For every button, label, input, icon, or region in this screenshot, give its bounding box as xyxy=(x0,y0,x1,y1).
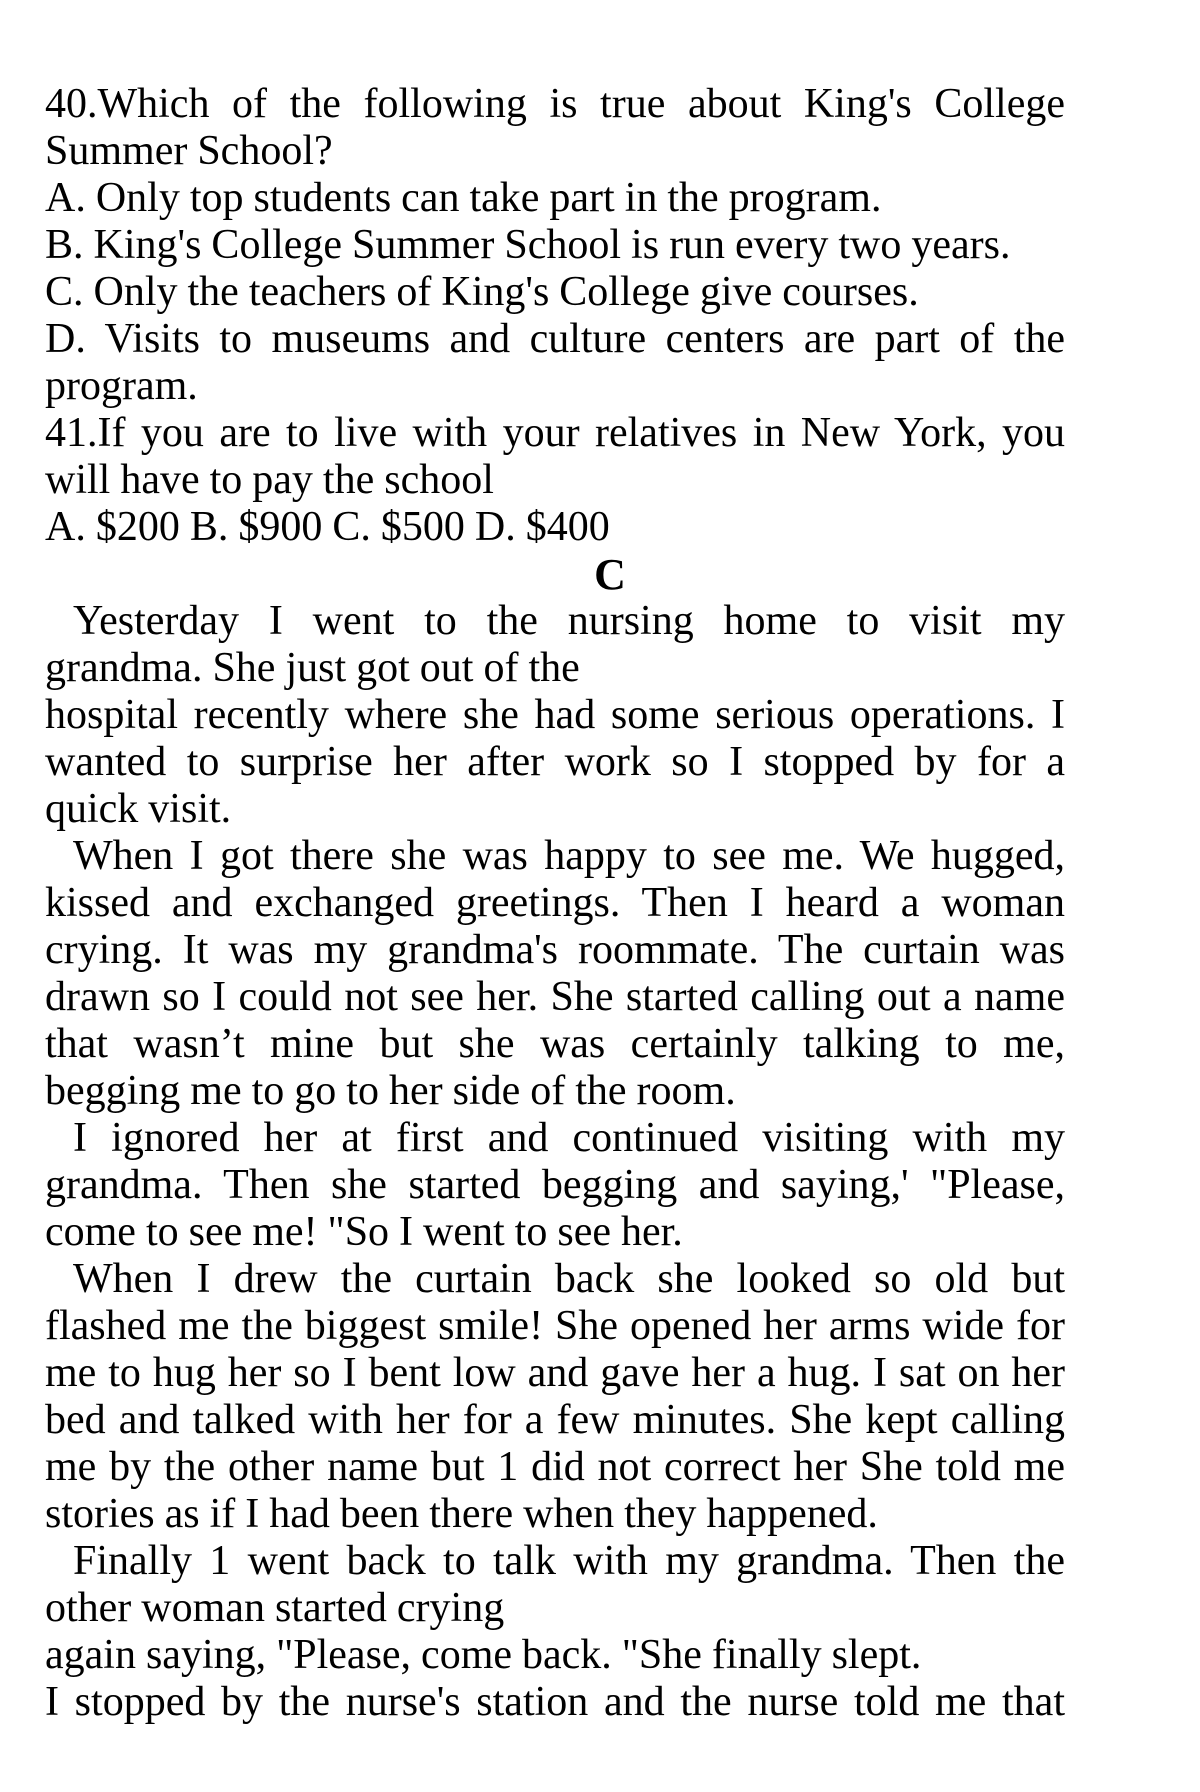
passage-paragraph-2-line-5: that wasn’t mine but she was certainly talking to me, xyxy=(45,1021,1065,1067)
passage-paragraph-2-line-3: crying. It was my grandma's roommate. The curtain was xyxy=(45,927,1065,973)
passage-paragraph-3-line-2: grandma. Then she started begging and saying,' "Please, xyxy=(45,1162,1065,1208)
question-40-option-a: A. Only top students can take part in the program. xyxy=(45,175,882,221)
question-41-options: A. $200 B. $900 C. $500 D. $400 xyxy=(45,504,610,550)
question-40-option-c: C. Only the teachers of King's College give courses. xyxy=(45,269,919,315)
question-40-stem-line-2: Summer School? xyxy=(45,128,333,174)
passage-paragraph-3-line-1: I ignored her at first and continued visiting with my xyxy=(73,1115,1065,1161)
passage-paragraph-2-line-6: begging me to go to her side of the room. xyxy=(45,1068,736,1114)
passage-paragraph-1-line-5: quick visit. xyxy=(45,786,232,832)
section-c-heading: C xyxy=(594,551,626,598)
passage-paragraph-1-line-2: grandma. She just got out of the xyxy=(45,645,580,691)
passage-paragraph-2-line-4: drawn so I could not see her. She started calling out a name xyxy=(45,974,1065,1020)
passage-paragraph-4-line-5: me by the other name but 1 did not correct her She told me xyxy=(45,1444,1065,1490)
passage-paragraph-5-line-1: Finally 1 went back to talk with my grandma. Then the xyxy=(73,1538,1065,1584)
passage-paragraph-4-line-2: flashed me the biggest smile! She opened her arms wide for xyxy=(45,1303,1065,1349)
passage-paragraph-4-line-6: stories as if I had been there when they happened. xyxy=(45,1491,878,1537)
question-40-option-d-line-1: D. Visits to museums and culture centers are part of the xyxy=(45,316,1065,362)
passage-paragraph-1-line-4: wanted to surprise her after work so I stopped by for a xyxy=(45,739,1065,785)
question-40-option-d-line-2: program. xyxy=(45,363,198,409)
question-40-stem-line-1: 40.Which of the following is true about King's College xyxy=(45,81,1065,127)
passage-paragraph-2-line-2: kissed and exchanged greetings. Then I heard a woman xyxy=(45,880,1065,926)
passage-paragraph-1-line-3: hospital recently where she had some serious operations. I xyxy=(45,692,1065,738)
passage-paragraph-3-line-3: come to see me! "So I went to see her. xyxy=(45,1209,683,1255)
passage-paragraph-5-line-2: other woman started crying xyxy=(45,1585,505,1631)
question-41-stem-line-1: 41.If you are to live with your relatives in New York, you xyxy=(45,410,1065,456)
question-41-stem-line-2: will have to pay the school xyxy=(45,457,494,503)
passage-paragraph-4-line-1: When I drew the curtain back she looked so old but xyxy=(73,1256,1065,1302)
passage-paragraph-2-line-1: When I got there she was happy to see me. We hugged, xyxy=(73,833,1065,879)
passage-paragraph-5-line-4: I stopped by the nurse's station and the nurse told me that xyxy=(45,1679,1065,1725)
question-40-option-b: B. King's College Summer School is run every two years. xyxy=(45,222,1011,268)
passage-paragraph-4-line-3: me to hug her so I bent low and gave her a hug. I sat on her xyxy=(45,1350,1065,1396)
passage-paragraph-4-line-4: bed and talked with her for a few minutes. She kept calling xyxy=(45,1397,1065,1443)
passage-paragraph-1-line-1: Yesterday I went to the nursing home to visit my xyxy=(73,598,1065,644)
passage-paragraph-5-line-3: again saying, "Please, come back. "She finally slept. xyxy=(45,1632,922,1678)
